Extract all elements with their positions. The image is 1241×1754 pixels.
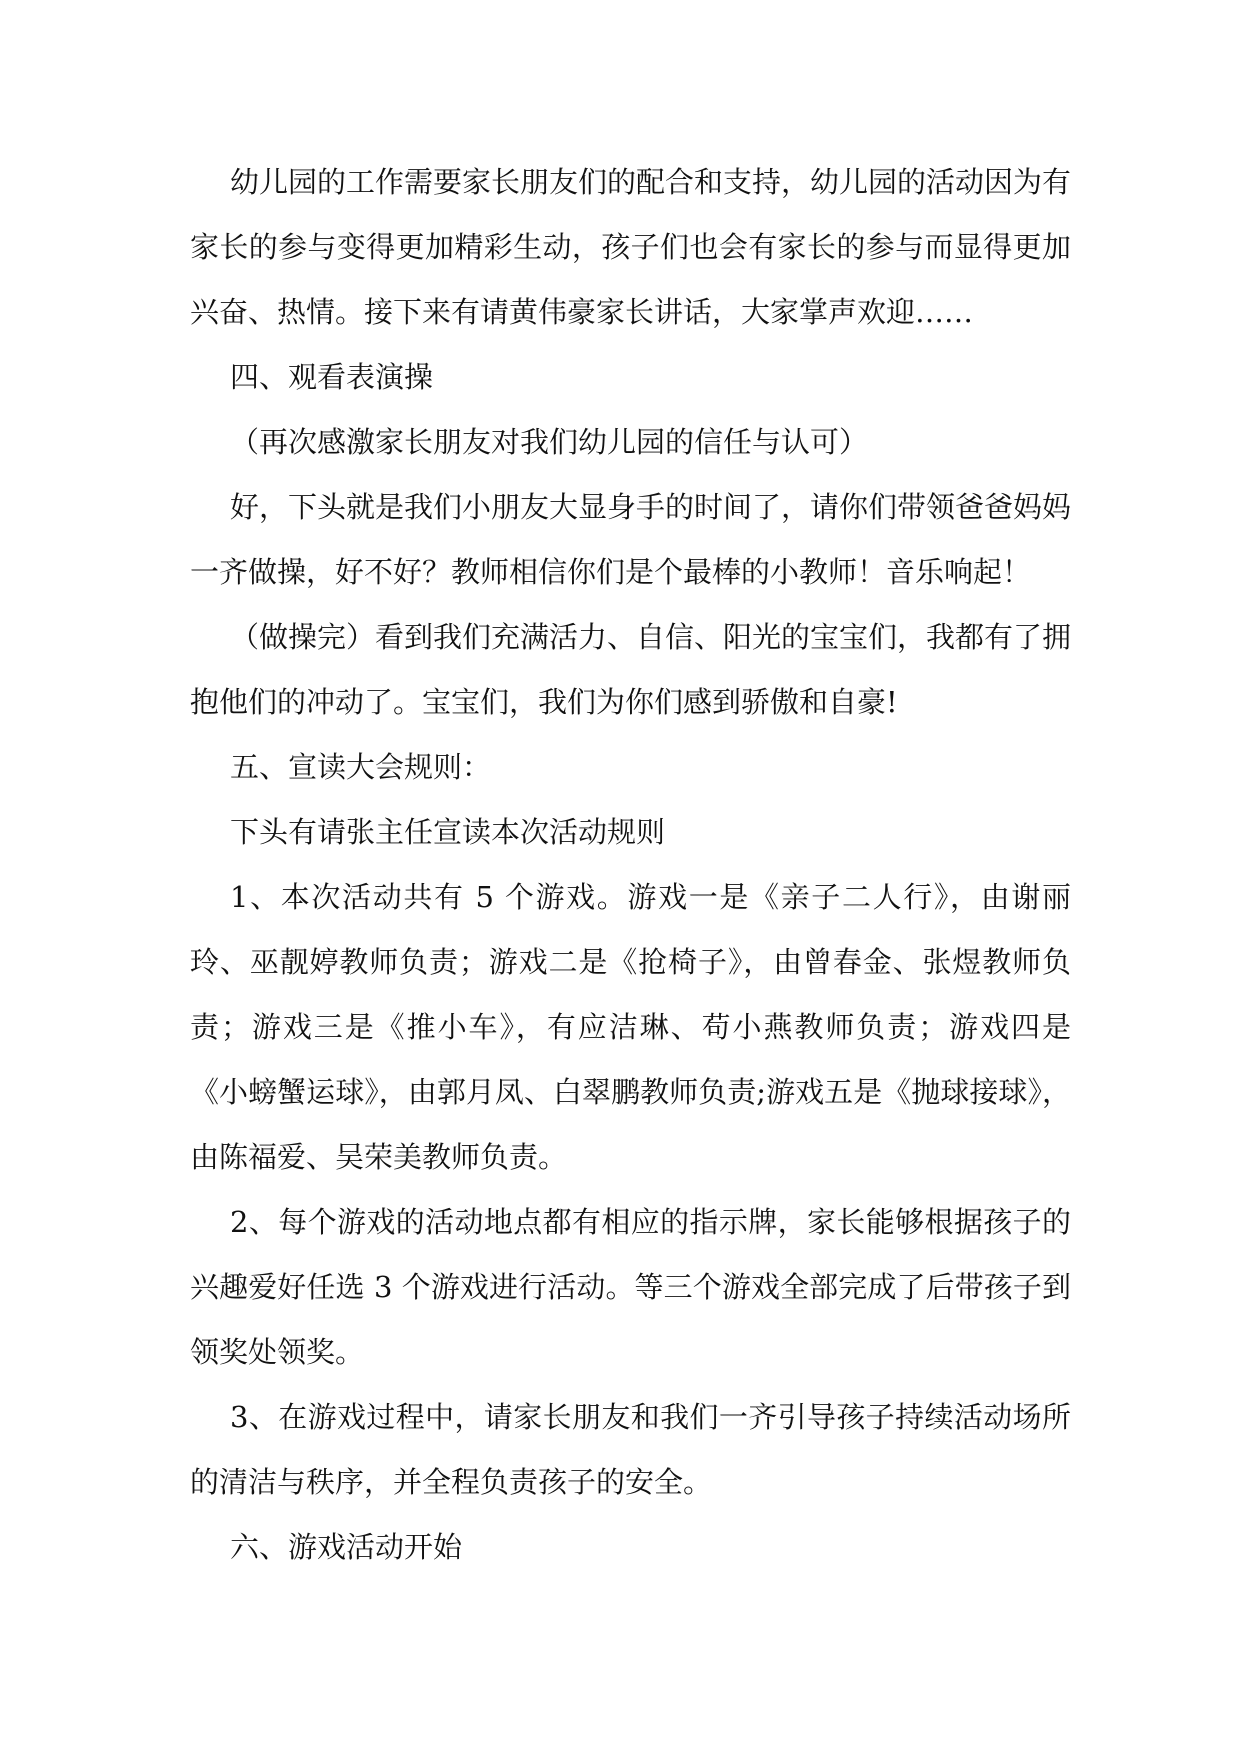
rule-item-1: 1、本次活动共有 5 个游戏。游戏一是《亲子二人行》，由谢丽玲、巫靓婷教师负责；游戏二是《抢椅子》，由曾春金、张煜教师负责；游戏三是《推小车》，有应洁琳、苟小燕教师负责；游戏四是《小螃蟹运球》，由郭月凤、白翠鹏教师负责;游戏五是《抛球接球》，由陈福爱、吴荣美教师负责。 (190, 880, 1071, 1174)
rule-item-3: 3、在游戏过程中，请家长朋友和我们一齐引导孩子持续活动场所的清洁与秩序，并全程负责孩子的安全。 (190, 1400, 1071, 1499)
heading-read-rules: 五、宣读大会规则： (230, 750, 492, 784)
paragraph-parent-support: 幼儿园的工作需要家长朋友们的配合和支持，幼儿园的活动因为有家长的参与变得更加精彩生动，孩子们也会有家长的参与而显得更加兴奋、热情。接下来有请黄伟豪家长讲话，大家掌声欢迎…… (190, 165, 1072, 329)
heading-games-start: 六、游戏活动开始 (230, 1530, 463, 1564)
paragraph-rules-intro: 下头有请张主任宣读本次活动规则 (230, 815, 666, 849)
heading-watch-performance: 四、观看表演操 (230, 360, 434, 394)
rule-item-2: 2、每个游戏的活动地点都有相应的指示牌，家长能够根据孩子的兴趣爱好任选 3 个游戏进行活动。等三个游戏全部完成了后带孩子到领奖处领奖。 (190, 1205, 1071, 1369)
paragraph-exercise-invite: 好，下头就是我们小朋友大显身手的时间了，请你们带领爸爸妈妈一齐做操，好不好？教师相信你们是个最棒的小教师！音乐响起！ (190, 490, 1072, 589)
paragraph-after-exercise: （做操完）看到我们充满活力、自信、阳光的宝宝们，我都有了拥抱他们的冲动了。宝宝们，我们为你们感到骄傲和自豪! (190, 620, 1072, 719)
paragraph-thanks-note: （再次感激家长朋友对我们幼儿园的信任与认可） (230, 425, 869, 459)
